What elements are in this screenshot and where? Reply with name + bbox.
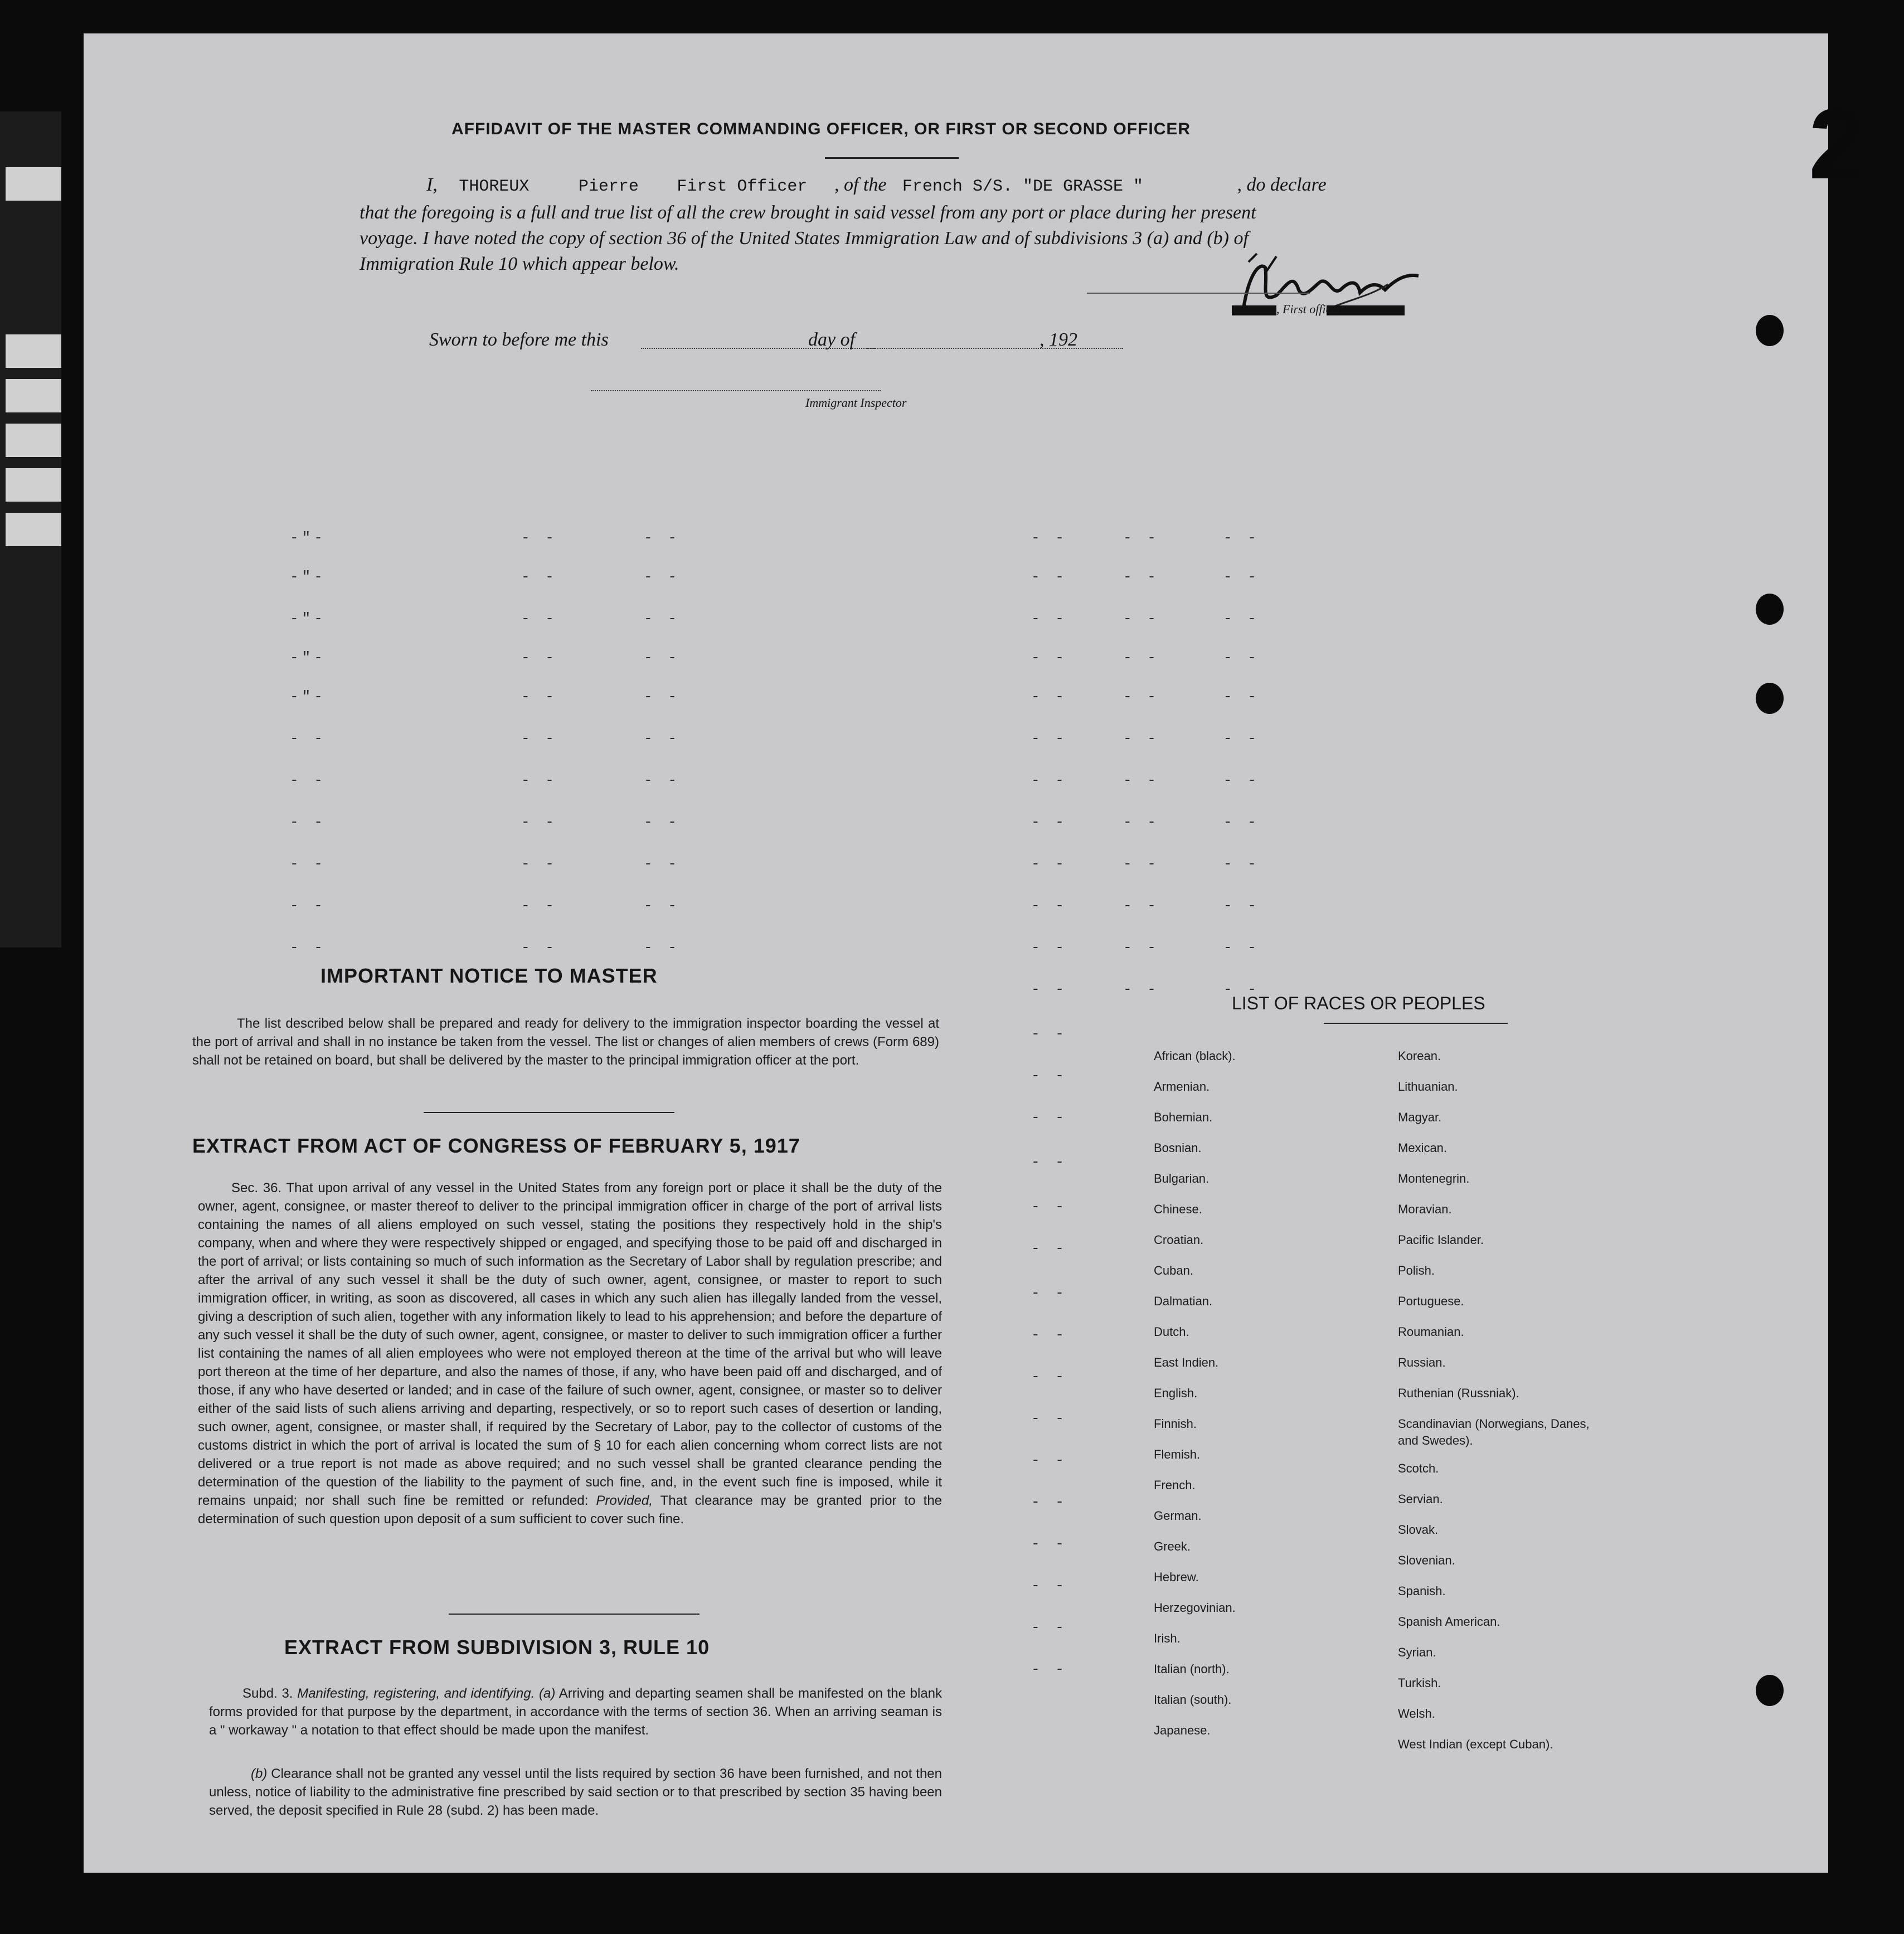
ditto-mark: - - <box>290 856 326 872</box>
races-right-column <box>1398 1048 1599 1767</box>
ditto-mark: - - <box>1031 1410 1067 1427</box>
punch-hole <box>1756 683 1784 714</box>
subd-b-text: Clearance shall not be granted any vessel until the lists required by section 36 have been furnished, and not then unless, notice of liability to the administrative fine prescribed by said section or to that prescribed by section 35 having been served, the deposit specified in Rule 28 (subd. 2) has been made. <box>209 1766 943 1818</box>
race-item: African (black). <box>1154 1049 1236 1063</box>
ditto-mark: - - <box>1123 856 1159 872</box>
rule-divider <box>449 1614 700 1615</box>
ditto-mark: -"- <box>290 688 326 705</box>
race-item: Dutch. <box>1154 1325 1189 1339</box>
ditto-mark: - - <box>1223 856 1260 872</box>
race-item: Syrian. <box>1398 1645 1436 1659</box>
ditto-mark: - - <box>1123 568 1159 585</box>
race-item: Slovenian. <box>1398 1553 1455 1567</box>
month-blank <box>867 348 1123 349</box>
ditto-mark: - - <box>1031 1452 1067 1469</box>
race-item: French. <box>1154 1478 1196 1492</box>
act-text <box>198 1179 942 1528</box>
punch-hole <box>1756 594 1784 625</box>
ditto-mark: - - <box>1031 981 1067 998</box>
race-item: Italian (south). <box>1154 1693 1232 1707</box>
affidavit-line-1 <box>426 173 1327 199</box>
ditto-mark: - - <box>1031 1619 1067 1636</box>
race-item: Bulgarian. <box>1154 1172 1210 1185</box>
ditto-mark: - - <box>521 939 557 956</box>
ditto-mark: - - <box>1031 1661 1067 1678</box>
race-item: Servian. <box>1398 1492 1443 1506</box>
subd-a-label: (a) <box>539 1686 556 1701</box>
race-item: Greek. <box>1154 1539 1191 1553</box>
race-item: Irish. <box>1154 1631 1181 1645</box>
ditto-mark: - - <box>1123 897 1159 914</box>
ditto-mark: - - <box>1031 649 1067 666</box>
ditto-mark: - - <box>644 610 680 627</box>
race-item: Magyar. <box>1398 1110 1442 1124</box>
of-the-label: , of the <box>834 174 887 195</box>
race-item: Bohemian. <box>1154 1110 1213 1124</box>
ditto-mark: - - <box>290 897 326 914</box>
act-section-text: Sec. 36. That upon arrival of any vessel in the United States from any foreign port or place it shall be the duty of the owner, agent, consignee, or master thereof to deliver to the principal immigration officer in charge of the port of arrival lists containing the names of all aliens employed on such vessel, stating the positions they respectively hold in the ship's company, when and where they were respectively shipped or engaged, and specifying those to be paid off and discharged in the port of arrival; or lists containing so much of such information as the Secretary of Labor shall by regulation prescribe; and after the arrival of any such vessel it shall be the duty of such owner, agent, consignee, or master to report to such immigration officer, in writing, as soon as discovered, all cases in which any such alien has illegally landed from the vessel, giving a description of such alien, together with any information likely to lead to his apprehension; and before the departure of any such vessel it shall be the duty of such owner, agent, consignee, or master to deliver to such immigration officer a further list containing the names of all alien employees who were not employed thereon at the time of the arrival but who will leave port thereon at the time of her departure, and also the names of those, if any, who have been paid off and discharged, and of those, if any who have deserted or landed; and in case of the failure of such owner, agent, consignee, or master so to deliver either of the said lists of such aliens arriving and departing, respectively, or so to report such cases of desertion or landing, such owner, agent, consignee, or master shall, if required by the Secretary of Labor, pay to the collector of customs of the customs district in which the port of arrival is located the sum of § 10 for each alien concerning whom correct lists are not delivered or a true report is not made as above required; and no such vessel shall be granted clearance pending the determination of the question of the liability to the payment of such fine, and, in the event such fine is imposed, while it remains unpaid; nor shall such fine be remitted or refunded: <box>198 1180 942 1508</box>
race-item: Montenegrin. <box>1398 1172 1470 1185</box>
race-item: English. <box>1154 1386 1198 1400</box>
rule-divider <box>1324 1023 1508 1024</box>
ditto-mark: - - <box>644 897 680 914</box>
race-item: Croatian. <box>1154 1233 1204 1247</box>
ditto-mark: - - <box>1031 1109 1067 1126</box>
race-item: Slovak. <box>1398 1523 1439 1537</box>
ditto-mark: - - <box>1031 1285 1067 1301</box>
do-declare-label: , do declare <box>1237 174 1327 195</box>
ditto-mark: - - <box>1031 688 1067 705</box>
officer-given-name: Pierre <box>578 177 639 196</box>
race-item: Chinese. <box>1154 1202 1202 1216</box>
ditto-mark: - - <box>290 772 326 789</box>
ditto-mark: - - <box>1223 688 1260 705</box>
binding-tab <box>6 424 61 457</box>
inspector-signature-blank <box>591 390 881 391</box>
affidavit-heading: AFFIDAVIT OF THE MASTER COMMANDING OFFICER, OR FIRST OR SECOND OFFICER <box>451 120 1191 138</box>
rule-subd-b <box>209 1765 942 1820</box>
ditto-mark: - - <box>290 939 326 956</box>
race-item: Turkish. <box>1398 1676 1441 1690</box>
races-heading: LIST OF RACES OR PEOPLES <box>1232 993 1485 1013</box>
binding-tab <box>6 513 61 546</box>
race-item: Korean. <box>1398 1049 1441 1063</box>
year-label: , 192 <box>1040 329 1077 350</box>
signature-caption: , First officer <box>1276 302 1342 316</box>
ditto-mark: - - <box>1031 856 1067 872</box>
ditto-mark: - - <box>644 939 680 956</box>
ditto-mark: - - <box>521 814 557 830</box>
race-item: Scotch. <box>1398 1461 1439 1475</box>
ditto-mark: - - <box>521 568 557 585</box>
ditto-mark: - - <box>1031 610 1067 627</box>
ditto-mark: - - <box>1031 939 1067 956</box>
ditto-mark: - - <box>1031 1198 1067 1215</box>
ditto-mark: - - <box>290 814 326 830</box>
punch-hole <box>1756 315 1784 346</box>
race-item: Spanish. <box>1398 1584 1446 1598</box>
race-item: Moravian. <box>1398 1202 1452 1216</box>
ditto-mark: - - <box>1031 1067 1067 1084</box>
race-item: Herzegovinian. <box>1154 1601 1236 1615</box>
ditto-mark: - - <box>1223 814 1260 830</box>
race-item: Finnish. <box>1154 1417 1197 1431</box>
vessel-name: French S/S. "DE GRASSE " <box>902 177 1143 196</box>
ditto-mark: - - <box>1123 730 1159 747</box>
race-item: Armenian. <box>1154 1080 1210 1094</box>
ditto-mark: - - <box>644 856 680 872</box>
binding-tab <box>6 167 61 201</box>
race-item: Scandinavian (Norwegians, Danes, and Swedes). <box>1398 1417 1590 1447</box>
subd-title: Manifesting, registering, and identifying. <box>297 1686 535 1701</box>
ditto-mark: - - <box>1123 772 1159 789</box>
affidavit-line-3: voyage. I have noted the copy of section 36 of the United States Immigration Law and of subdivisions 3 (a) and (b) of <box>360 228 1249 249</box>
race-item: Ruthenian (Russniak). <box>1398 1386 1519 1400</box>
race-item: Spanish American. <box>1398 1615 1500 1629</box>
ditto-mark: - - <box>1031 772 1067 789</box>
proviso-label: Provided, <box>596 1493 653 1508</box>
signature-line <box>1087 293 1310 294</box>
ditto-mark: - - <box>644 688 680 705</box>
race-item: Cuban. <box>1154 1264 1193 1277</box>
race-item: Pacific Islander. <box>1398 1233 1484 1247</box>
subd-a-text: Arriving and departing seamen shall be manifested on the blank forms provided for that purpose by the department, in accordance with the terms of section 36. When an arriving seaman is a " workaway " a notation to that effect should be made upon the manifest. <box>209 1686 943 1738</box>
ditto-mark: - - <box>1223 730 1260 747</box>
ditto-mark: - - <box>521 688 557 705</box>
ditto-mark: - - <box>644 568 680 585</box>
race-item: Russian. <box>1398 1355 1446 1369</box>
ditto-mark: - - <box>1123 649 1159 666</box>
ditto-mark: - - <box>521 529 557 546</box>
proviso-text: That clearance may be granted prior to the determination of such question upon deposit of a sum sufficient to cover such fine. <box>198 1493 943 1527</box>
ditto-mark: - - <box>1123 688 1159 705</box>
officer-surname: THOREUX <box>459 177 530 196</box>
binding-tab <box>6 468 61 502</box>
ditto-mark: - - <box>1223 649 1260 666</box>
redaction-bar <box>1232 305 1276 315</box>
ditto-mark: - - <box>1123 814 1159 830</box>
ditto-mark: - - <box>1123 939 1159 956</box>
ditto-mark: - - <box>1123 981 1159 998</box>
ditto-mark: - - <box>1223 772 1260 789</box>
ditto-mark: - - <box>521 610 557 627</box>
subd-b-label: (b) <box>251 1766 268 1781</box>
ditto-mark: - - <box>1031 1326 1067 1343</box>
notice-heading: IMPORTANT NOTICE TO MASTER <box>320 964 658 987</box>
rule-heading: EXTRACT FROM SUBDIVISION 3, RULE 10 <box>284 1636 710 1659</box>
ditto-mark: -"- <box>290 610 326 627</box>
ditto-mark: - - <box>1031 1494 1067 1510</box>
ditto-mark: - - <box>644 772 680 789</box>
punch-hole <box>1756 1675 1784 1706</box>
ditto-mark: - - <box>1031 529 1067 546</box>
race-item: Bosnian. <box>1154 1141 1202 1155</box>
ditto-mark: - - <box>1031 814 1067 830</box>
ditto-mark: - - <box>521 897 557 914</box>
ditto-mark: - - <box>1123 610 1159 627</box>
race-item: Flemish. <box>1154 1447 1201 1461</box>
notice-text: The list described below shall be prepared and ready for delivery to the immigration inspector boarding the vessel at the port of arrival and shall in no instance be taken from the vessel. The list or changes of alien members of crews (Form 689) shall not be retained on board, but shall be delivered by the master to the principal immigration officer at the port. <box>192 1016 939 1068</box>
race-item: Portuguese. <box>1398 1294 1464 1308</box>
rule-divider <box>825 157 959 159</box>
ditto-mark: - - <box>1031 1154 1067 1170</box>
affidavit-line-2: that the foregoing is a full and true list of all the crew brought in said vessel from any port or place during her present <box>360 202 1256 223</box>
binding-tab <box>6 334 61 368</box>
i-label: I, <box>426 174 438 195</box>
race-item: Polish. <box>1398 1264 1435 1277</box>
rule-subd-a <box>209 1684 942 1739</box>
race-item: Japanese. <box>1154 1723 1211 1737</box>
race-item: Welsh. <box>1398 1707 1435 1721</box>
left-binding-edge <box>0 111 61 947</box>
ditto-mark: - - <box>1223 897 1260 914</box>
act-heading: EXTRACT FROM ACT OF CONGRESS OF FEBRUARY 5, 1917 <box>192 1134 800 1157</box>
race-item: Hebrew. <box>1154 1570 1199 1584</box>
race-item: German. <box>1154 1509 1202 1523</box>
race-item: West Indian (except Cuban). <box>1398 1737 1553 1751</box>
ditto-mark: -"- <box>290 529 326 546</box>
affidavit-line-4: Immigration Rule 10 which appear below. <box>360 254 679 274</box>
race-item: Dalmatian. <box>1154 1294 1213 1308</box>
ditto-mark: - - <box>1123 529 1159 546</box>
ditto-mark: - - <box>1031 730 1067 747</box>
ditto-mark: - - <box>644 730 680 747</box>
ditto-mark: - - <box>1031 897 1067 914</box>
ditto-mark: - - <box>1223 981 1260 998</box>
race-item: Lithuanian. <box>1398 1080 1458 1094</box>
inspector-label: Immigrant Inspector <box>805 396 907 410</box>
race-item: Roumanian. <box>1398 1325 1464 1339</box>
manifest-page <box>84 33 1865 1873</box>
ditto-mark: - - <box>644 529 680 546</box>
ditto-mark: - - <box>521 772 557 789</box>
ditto-mark: - - <box>290 730 326 747</box>
ditto-mark: - - <box>1031 568 1067 585</box>
ditto-mark: - - <box>1223 939 1260 956</box>
ditto-mark: - - <box>1031 1240 1067 1257</box>
ditto-mark: - - <box>1223 610 1260 627</box>
ditto-mark: - - <box>521 856 557 872</box>
race-item: East Indien. <box>1154 1355 1219 1369</box>
subd-label: Subd. 3. <box>242 1686 293 1701</box>
officer-rank: First Officer <box>677 177 808 196</box>
sworn-label: Sworn to before me this <box>429 329 609 350</box>
ditto-mark: - - <box>1223 529 1260 546</box>
page-number: 2 <box>1809 88 1865 200</box>
ditto-mark: - - <box>1031 1368 1067 1385</box>
rule-divider <box>424 1112 674 1113</box>
binding-tab <box>6 379 61 412</box>
races-left-column <box>1154 1048 1338 1753</box>
ditto-mark: -"- <box>290 649 326 666</box>
ditto-mark: - - <box>1031 1535 1067 1552</box>
race-item: Italian (north). <box>1154 1662 1230 1676</box>
ditto-mark: - - <box>1031 1026 1067 1042</box>
ditto-mark: - - <box>644 814 680 830</box>
ditto-mark: - - <box>1031 1577 1067 1594</box>
ditto-mark: - - <box>521 649 557 666</box>
ditto-mark: - - <box>521 730 557 747</box>
day-of-label: day of <box>808 329 856 350</box>
race-item: Mexican. <box>1398 1141 1448 1155</box>
ditto-mark: -"- <box>290 568 326 585</box>
ditto-mark: - - <box>1223 568 1260 585</box>
ditto-mark: - - <box>644 649 680 666</box>
